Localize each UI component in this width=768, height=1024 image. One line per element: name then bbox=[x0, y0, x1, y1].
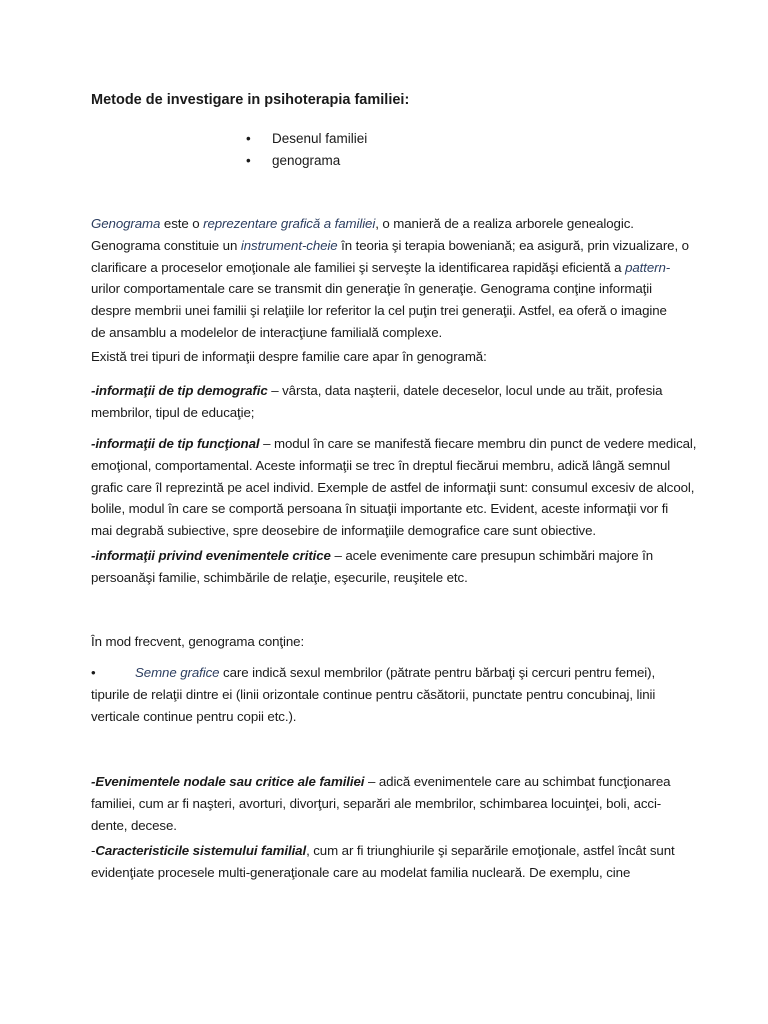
paragraph-graphic-signs: • Semne grafice care indică sexul membrilor (pătrate pentru bărbaţi şi cercuri pentru femei), tipurile de relaţii dintre ei (linii orizontale continue pentru căsătorii, punctate pentru concubinaj, linii verticale continue pentru copii etc.). bbox=[91, 662, 683, 727]
paragraph-functional: -informaţii de tip funcţional – modul în care se manifestă fiecare membru din punct de vedere medical, emoţional, comportamental. Aceste informaţii se trec în dreptul fiecărui membru, adică lângă semnul grafic care îl reprezintă pe acel individ. Exemple de astfel de informaţii sunt: consumul excesiv de alcool, bolile, modul în care se comportă persoana în situaţii importante etc. Evident, aceste informaţii vor fi mai degrabă subiective, spre deosebire de informaţiile demografice care sunt obiective. bbox=[91, 436, 697, 539]
paragraph-info-types: Există trei tipuri de informaţii despre familie care apar în genogramă: bbox=[91, 349, 487, 364]
paragraph-genogram-definition: Genograma este o reprezentare grafică a familiei, o manieră de a realiza arborele genealogic. Genograma constituie un instrument-cheie în teoria şi terapia boweniană; ea asigură, prin vizualizare, o clarificare a proceselor emoţionale ale familiei şi serveşte la identificarea rapidăşi eficientă a pattern- urilor comportamentale care se transmit din generaţie în generaţie. Genograma conţine informaţii despre membrii unei familii şi relaţiile lor referitor la cel puţin trei generaţii. Astfel, ea oferă o imagine de ansamblu a modelelor de interacţiune familială complexe. bbox=[91, 216, 689, 340]
paragraph-family-system: -Caracteristicile sistemului familial, cum ar fi triunghiurile şi separările emoţionale, astfel încât sunt evidenţiate procesele multi-generaţionale care au modelat familia nucleară. De exemplu, cine bbox=[91, 843, 675, 880]
bullet-icon: • bbox=[246, 131, 251, 146]
paragraph-nodal-events: -Evenimentele nodale sau critice ale familiei – adică evenimentele care au schimbat funcţionarea familiei, cum ar fi naşteri, avorturi, divorţuri, separări ale membrilor, schimbarea locuinţei, boli, acci- dente, decese. bbox=[91, 774, 671, 833]
document-title: Metode de investigare in psihoterapia familiei: bbox=[91, 92, 410, 108]
paragraph-genogram-contains: În mod frecvent, genograma conţine: bbox=[91, 634, 305, 649]
paragraph-critical-events: -informaţii privind evenimentele critice – acele evenimente care presupun schimbări majore în persoanăşi familie, schimbările de relaţie, eşecurile, reuşitele etc. bbox=[91, 548, 653, 585]
list-item: • Desenul familiei bbox=[258, 128, 367, 150]
list-item: • genograma bbox=[258, 150, 367, 172]
bullet-icon: • bbox=[91, 665, 96, 680]
paragraph-demographic: -informaţii de tip demografic – vârsta, data naşterii, datele deceselor, locul unde au trăit, profesia membrilor, tipul de educaţie; bbox=[91, 383, 663, 420]
bullet-icon: • bbox=[246, 153, 251, 168]
methods-list bbox=[246, 128, 368, 172]
